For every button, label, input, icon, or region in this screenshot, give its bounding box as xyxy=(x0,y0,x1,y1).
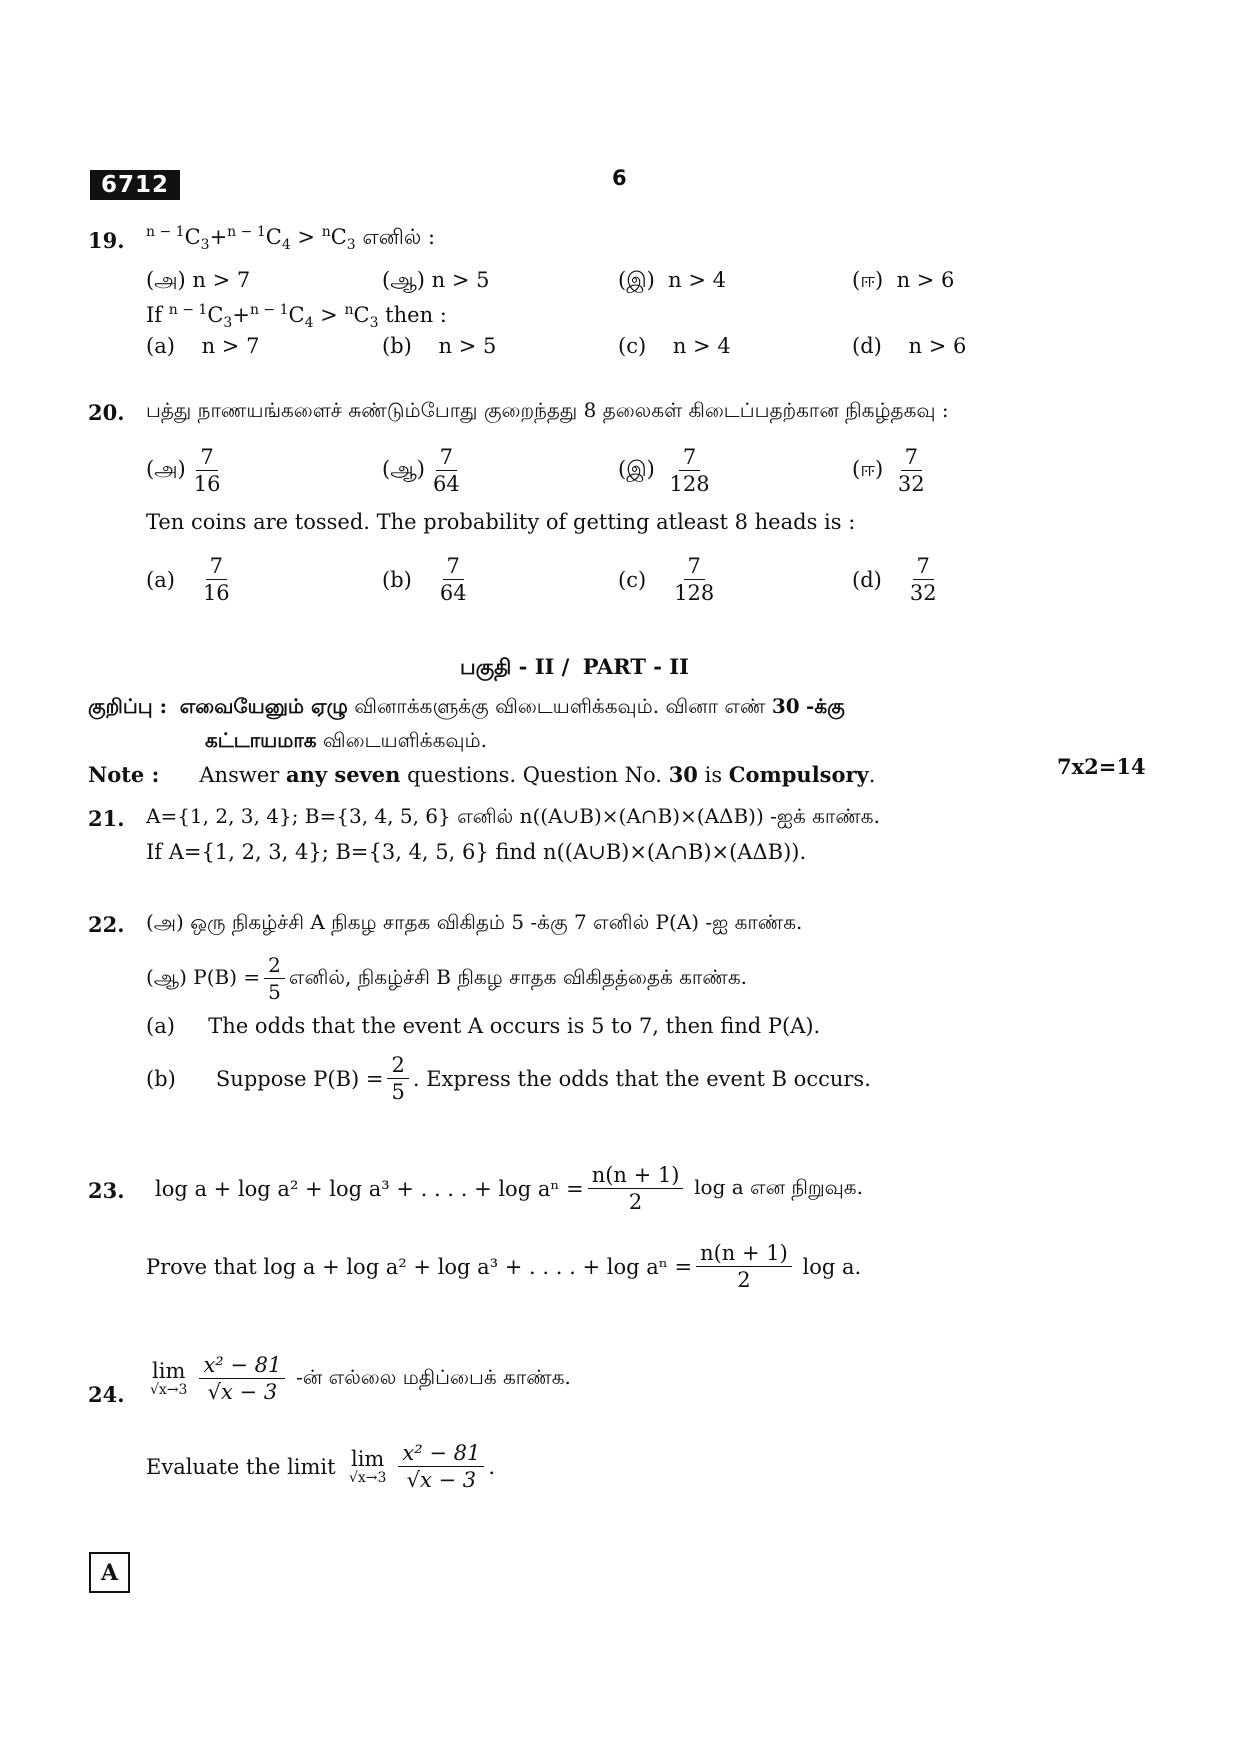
note-en: Note : Answer any seven questions. Question No. 30 is Compulsory. xyxy=(88,762,876,787)
q21-number: 21. xyxy=(88,806,125,831)
q23-number: 23. xyxy=(88,1178,125,1203)
marks: 7x2=14 xyxy=(1057,754,1146,779)
q24-lim-ta: lim √x→3 xyxy=(150,1358,188,1398)
q19-opt-en-1: (a) n > 7 xyxy=(146,334,260,358)
q20-stem-en: Ten coins are tossed. The probability of getting atleast 8 heads is : xyxy=(146,510,856,534)
q20-opt-en-3: (c) $\frac{7}{128}$ xyxy=(618,554,715,605)
q24-english: Evaluate the limit lim √x→3 $\frac{\text{x² − 81}}{√x - 3}$ . xyxy=(146,1441,496,1492)
paper-code: 6712 xyxy=(90,170,180,200)
q19-opt-ta-3: (இ) n > 4 xyxy=(618,268,727,292)
q23-tamil: log a + log a² + log a³ + . . . . + log aⁿ = $\frac{n(n + 1)}{2}$ log a என நிறுவுக. xyxy=(155,1163,863,1214)
q20-opt-en-1: (a) $\frac{7}{16}$ xyxy=(146,554,230,605)
q19-opt-ta-2: (ஆ) n > 5 xyxy=(382,268,490,292)
q19-stem-ta xyxy=(146,224,435,253)
q19-opt-ta-4: (ஈ) n > 6 xyxy=(852,268,955,292)
q19-stem-en: If $^{n - 1}C_3+^{n - 1}C_4 > ^nC_3$ then : xyxy=(146,302,447,332)
q21-tamil: A={1, 2, 3, 4}; B={3, 4, 5, 6} எனில் n((A∪B)×(A∩B)×(AΔB)) -ஐக் காண்க. xyxy=(146,804,880,828)
q19-expression-ta: $^{n - 1}C_3+^{n - 1}C_4 > ^nC_3$ xyxy=(146,224,356,254)
q24-tamil: lim √x→3 $\frac{\text{x² − 81}}{√x - 3}$ -ன் எல்லை மதிப்பைக் காண்க. xyxy=(150,1353,571,1404)
q24-number: 24. xyxy=(88,1382,125,1407)
q24-lim-en: lim √x→3 xyxy=(348,1446,387,1486)
q22-a-ta: (அ) ஒரு நிகழ்ச்சி A நிகழ சாதக விகிதம் 5 -க்கு 7 எனில் P(A) -ஐ காண்க. xyxy=(146,910,803,934)
note-ta-line2: கட்டாயமாக விடையளிக்கவும். xyxy=(205,728,487,752)
q19-number: 19. xyxy=(88,228,125,253)
q19-opt-en-2: (b) n > 5 xyxy=(382,334,497,358)
q19-opt-en-3: (c) n > 4 xyxy=(618,334,731,358)
q21-english: If A={1, 2, 3, 4}; B={3, 4, 5, 6} find n((A∪B)×(A∩B)×(AΔB)). xyxy=(146,840,807,864)
series-box: A xyxy=(89,1552,130,1593)
q20-opt-ta-1: (அ) $\frac{7}{16}$ xyxy=(146,445,221,496)
q20-opt-ta-2: (ஆ) $\frac{7}{64}$ xyxy=(382,445,460,496)
page-number: 6 xyxy=(612,166,627,190)
q20-opt-ta-3: (இ) $\frac{7}{128}$ xyxy=(618,445,710,496)
q19-expression-en: $^{n - 1}C_3+^{n - 1}C_4 > ^nC_3$ xyxy=(168,302,379,332)
q22-number: 22. xyxy=(88,912,125,937)
q20-stem-ta: பத்து நாணயங்களைச் சுண்டும்போது குறைந்தது 8 தலைகள் கிடைப்பதற்கான நிகழ்தகவு : xyxy=(146,398,949,422)
q22-b-ta: (ஆ) P(B) = $\frac{2}{5}$ எனில், நிகழ்ச்சி B நிகழ சாதக விகிதத்தைக் காண்க. xyxy=(146,953,747,1004)
q19-opt-ta-1: (அ) n > 7 xyxy=(146,268,251,292)
q20-number: 20. xyxy=(88,400,125,425)
q22-b-en: (b) Suppose P(B) = $\frac{2}{5}$ . Express the odds that the event B occurs. xyxy=(146,1053,871,1104)
q19-stem-ta-text: எனில் : xyxy=(362,225,436,249)
q19 xyxy=(88,228,125,253)
q20-opt-ta-4: (ஈ) $\frac{7}{32}$ xyxy=(852,445,925,496)
q22-a-en: (a) The odds that the event A occurs is 5 to 7, then find P(A). xyxy=(146,1014,821,1038)
q19-opt-en-4: (d) n > 6 xyxy=(852,334,967,358)
part2-heading: பகுதி - II / PART - II xyxy=(460,654,689,679)
q20-opt-en-2: (b) $\frac{7}{64}$ xyxy=(382,554,467,605)
q23-english: Prove that log a + log a² + log a³ + . . . . + log aⁿ = $\frac{n(n + 1)}{2}$ log a. xyxy=(146,1241,862,1292)
note-ta-line1: குறிப்பு : எவையேனும் ஏழு வினாக்களுக்கு விடையளிக்கவும். வினா எண் 30 -க்கு xyxy=(88,694,845,718)
q20-opt-en-4: (d) $\frac{7}{32}$ xyxy=(852,554,937,605)
